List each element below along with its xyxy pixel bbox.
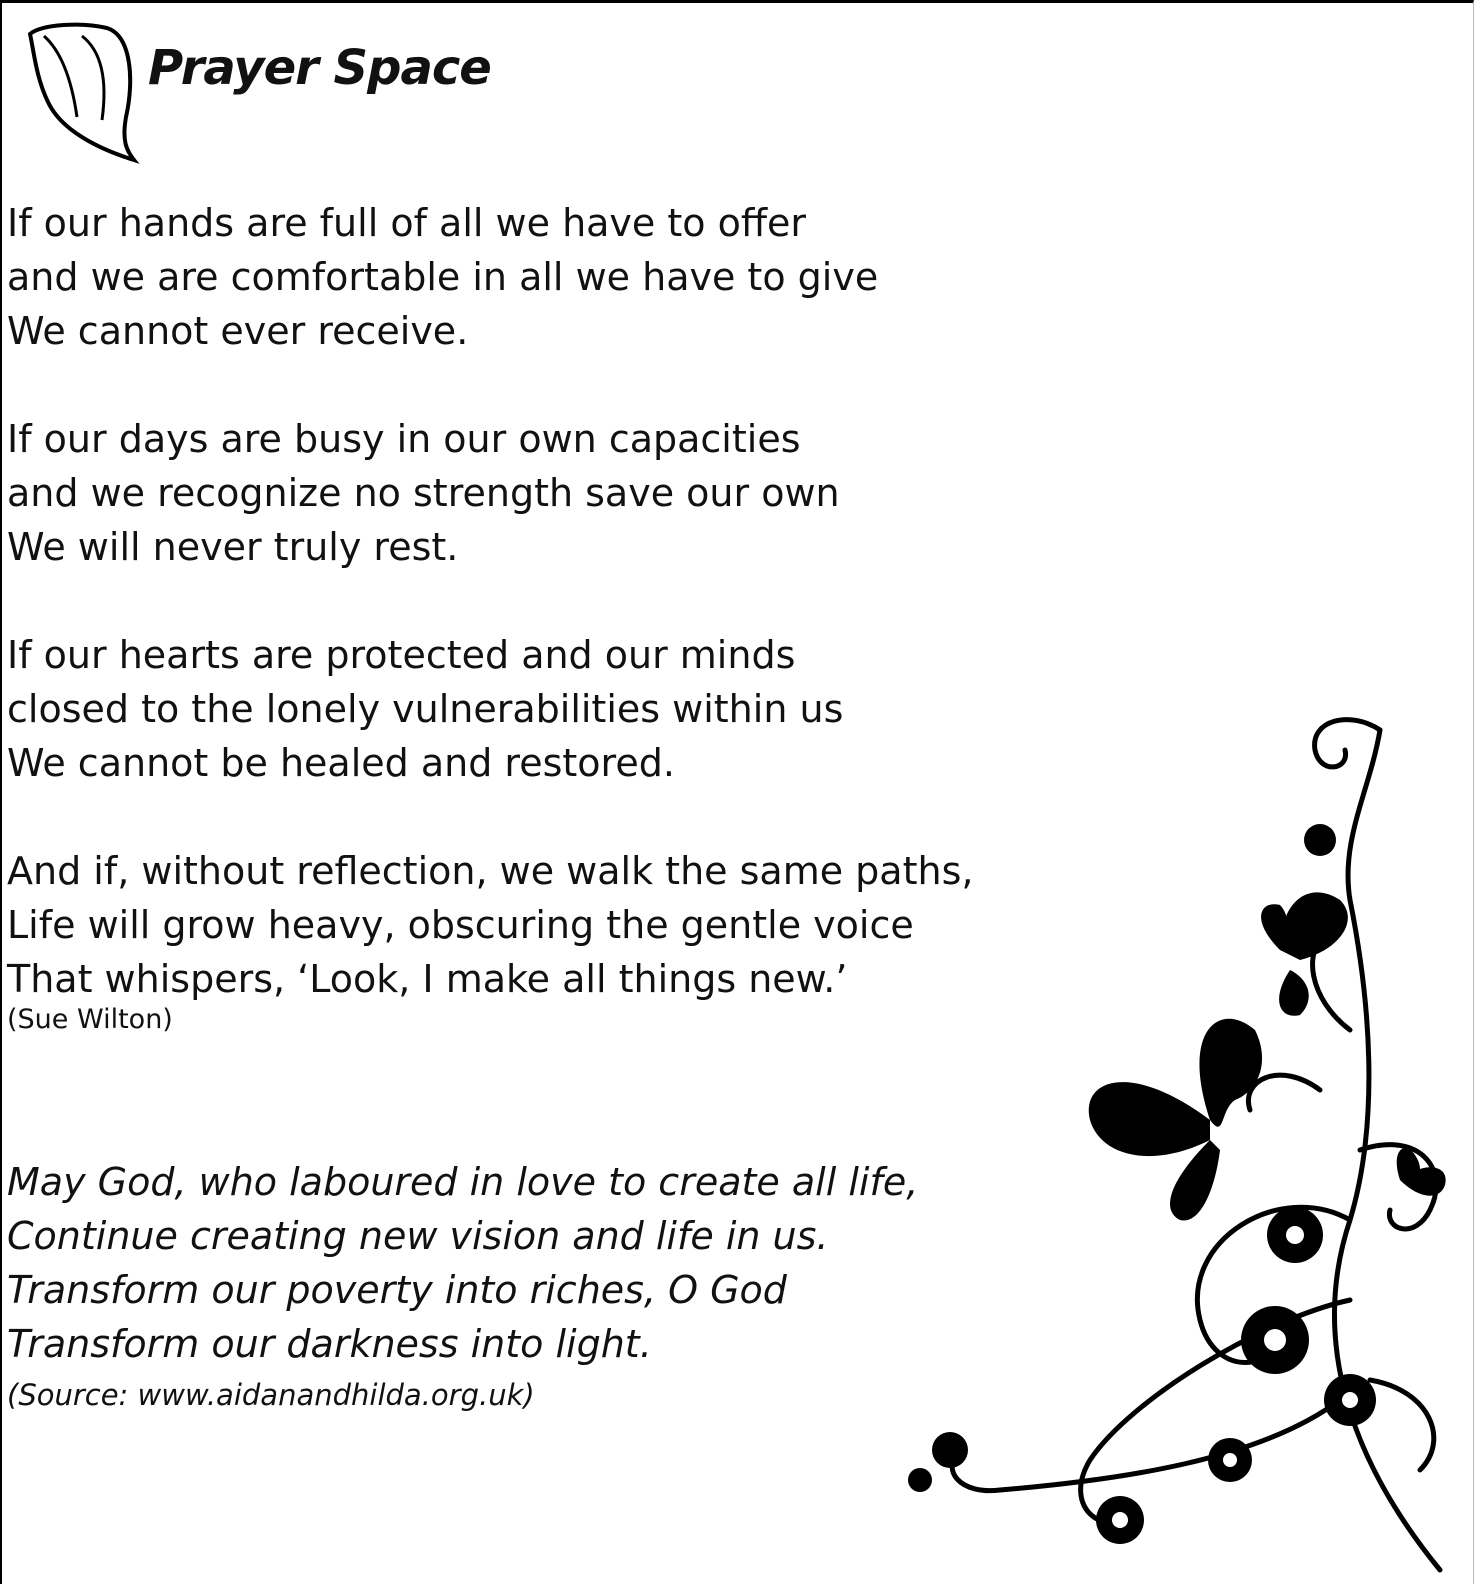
poem-line: and we recognize no strength save our own bbox=[7, 471, 840, 515]
poem-line: That whispers, ‘Look, I make all things new.’ bbox=[7, 957, 848, 1001]
poem-line: If our hands are full of all we have to offer bbox=[7, 201, 807, 245]
poem-line: We cannot ever receive. bbox=[7, 309, 469, 353]
stanza bbox=[7, 628, 987, 790]
stanza bbox=[7, 844, 987, 1006]
source-credit: (Source: www.aidanandhilda.org.uk) bbox=[7, 1378, 535, 1412]
leaf-icon bbox=[22, 22, 142, 167]
poem-line: Life will grow heavy, obscuring the gentle voice bbox=[7, 903, 914, 947]
poem bbox=[7, 196, 987, 1060]
stanza bbox=[7, 412, 987, 574]
closing-prayer bbox=[7, 1155, 967, 1371]
poem-line: If our days are busy in our own capacities bbox=[7, 417, 801, 461]
prayer-line: May God, who laboured in love to create all life, bbox=[7, 1160, 919, 1204]
floral-butterfly-ornament bbox=[880, 700, 1460, 1584]
prayer-line: Transform our darkness into light. bbox=[7, 1322, 652, 1366]
poem-attribution: (Sue Wilton) bbox=[7, 1004, 173, 1035]
poem-line: and we are comfortable in all we have to give bbox=[7, 255, 879, 299]
poem-line: If our hearts are protected and our minds bbox=[7, 633, 796, 677]
prayer-line: Transform our poverty into riches, O God bbox=[7, 1268, 787, 1312]
stanza bbox=[7, 196, 987, 358]
poem-line: And if, without reflection, we walk the same paths, bbox=[7, 849, 974, 893]
page-title: Prayer Space bbox=[148, 40, 491, 96]
poem-line: We cannot be healed and restored. bbox=[7, 741, 675, 785]
poem-line: We will never truly rest. bbox=[7, 525, 459, 569]
poem-line: closed to the lonely vulnerabilities within us bbox=[7, 687, 844, 731]
prayer-line: Continue creating new vision and life in us. bbox=[7, 1214, 829, 1258]
